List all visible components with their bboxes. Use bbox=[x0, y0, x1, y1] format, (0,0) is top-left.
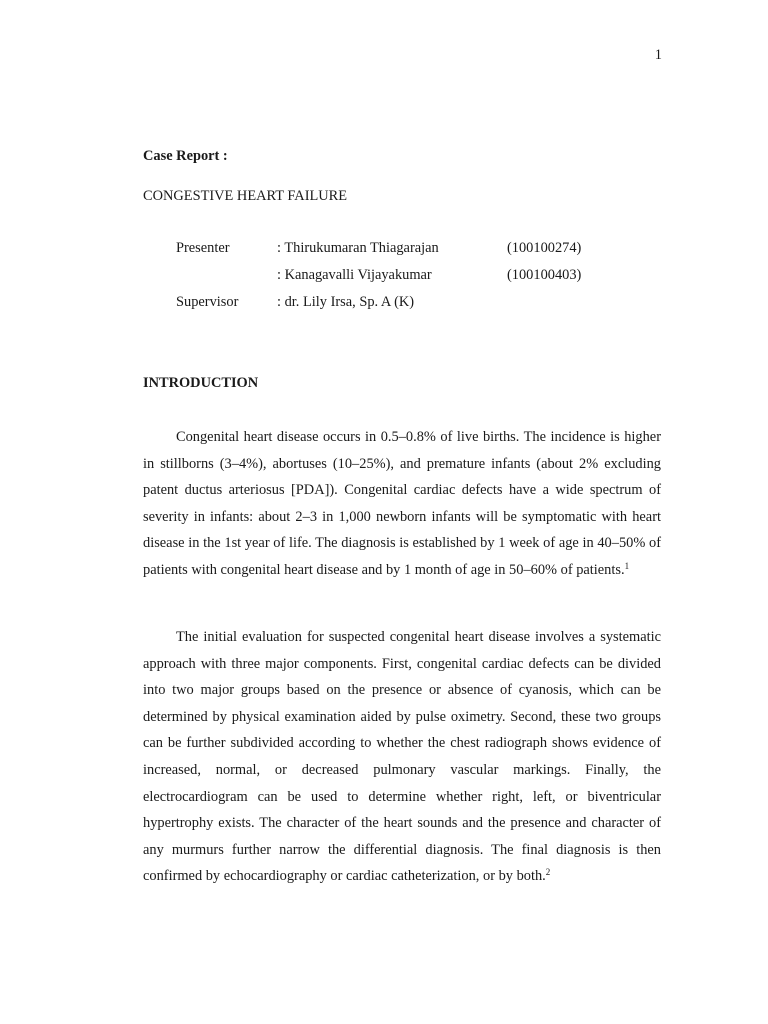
citation-marker: 2 bbox=[545, 867, 551, 878]
citation-marker: 1 bbox=[624, 560, 630, 571]
paragraph-1 bbox=[143, 424, 661, 584]
paragraph-text: Congenital heart disease occurs in 0.5–0.8% of live births. The incidence is higher in stillborns (3–4%), abortuses (10–25%), and premature infants (about 2% excluding patent ductus arteriosus [PDA]). Congenital cardiac defects have a wide spectrum of severity in infants: about 2–3 in 1,000 newborn infants will be symptomatic with heart disease in the 1st year of life. The diagnosis is established by 1 week of age in 40–50% of patients with congenital heart disease and by 1 month of age in 50–60% of patients. bbox=[143, 429, 661, 578]
person-name: : Thirukumaran Thiagarajan bbox=[277, 240, 439, 256]
document-title: CONGESTIVE HEART FAILURE bbox=[143, 188, 348, 204]
paragraph-2 bbox=[143, 624, 661, 890]
person-name: : Kanagavalli Vijayakumar bbox=[277, 267, 432, 283]
paragraph-text: The initial evaluation for suspected congenital heart disease involves a systematic approach with three major components. First, congenital cardiac defects can be divided into two major groups based on the presence or absence of cyanosis, which can be determined by physical examination aided by pulse oximetry. Second, these two groups can be further subdivided according to whether the chest radiograph shows evidence of increased, normal, or decreased pulmonary vascular markings. Finally, the electrocardiogram can be used to determine whether right, left, or biventricular hypertrophy exists. The character of the heart sounds and the presence and character of any murmurs further narrow the differential diagnosis. The final diagnosis is then confirmed by echocardiography or cardiac catheterization, or by both. bbox=[143, 629, 661, 885]
page-number: 1 bbox=[654, 47, 662, 63]
student-id: (100100403) bbox=[507, 267, 582, 283]
role-label: Supervisor bbox=[176, 294, 239, 310]
student-id: (100100274) bbox=[507, 240, 582, 256]
role-label: Presenter bbox=[176, 240, 230, 256]
section-heading-introduction: INTRODUCTION bbox=[143, 375, 259, 391]
person-name: : dr. Lily Irsa, Sp. A (K) bbox=[277, 294, 415, 310]
case-report-label: Case Report : bbox=[143, 148, 228, 164]
